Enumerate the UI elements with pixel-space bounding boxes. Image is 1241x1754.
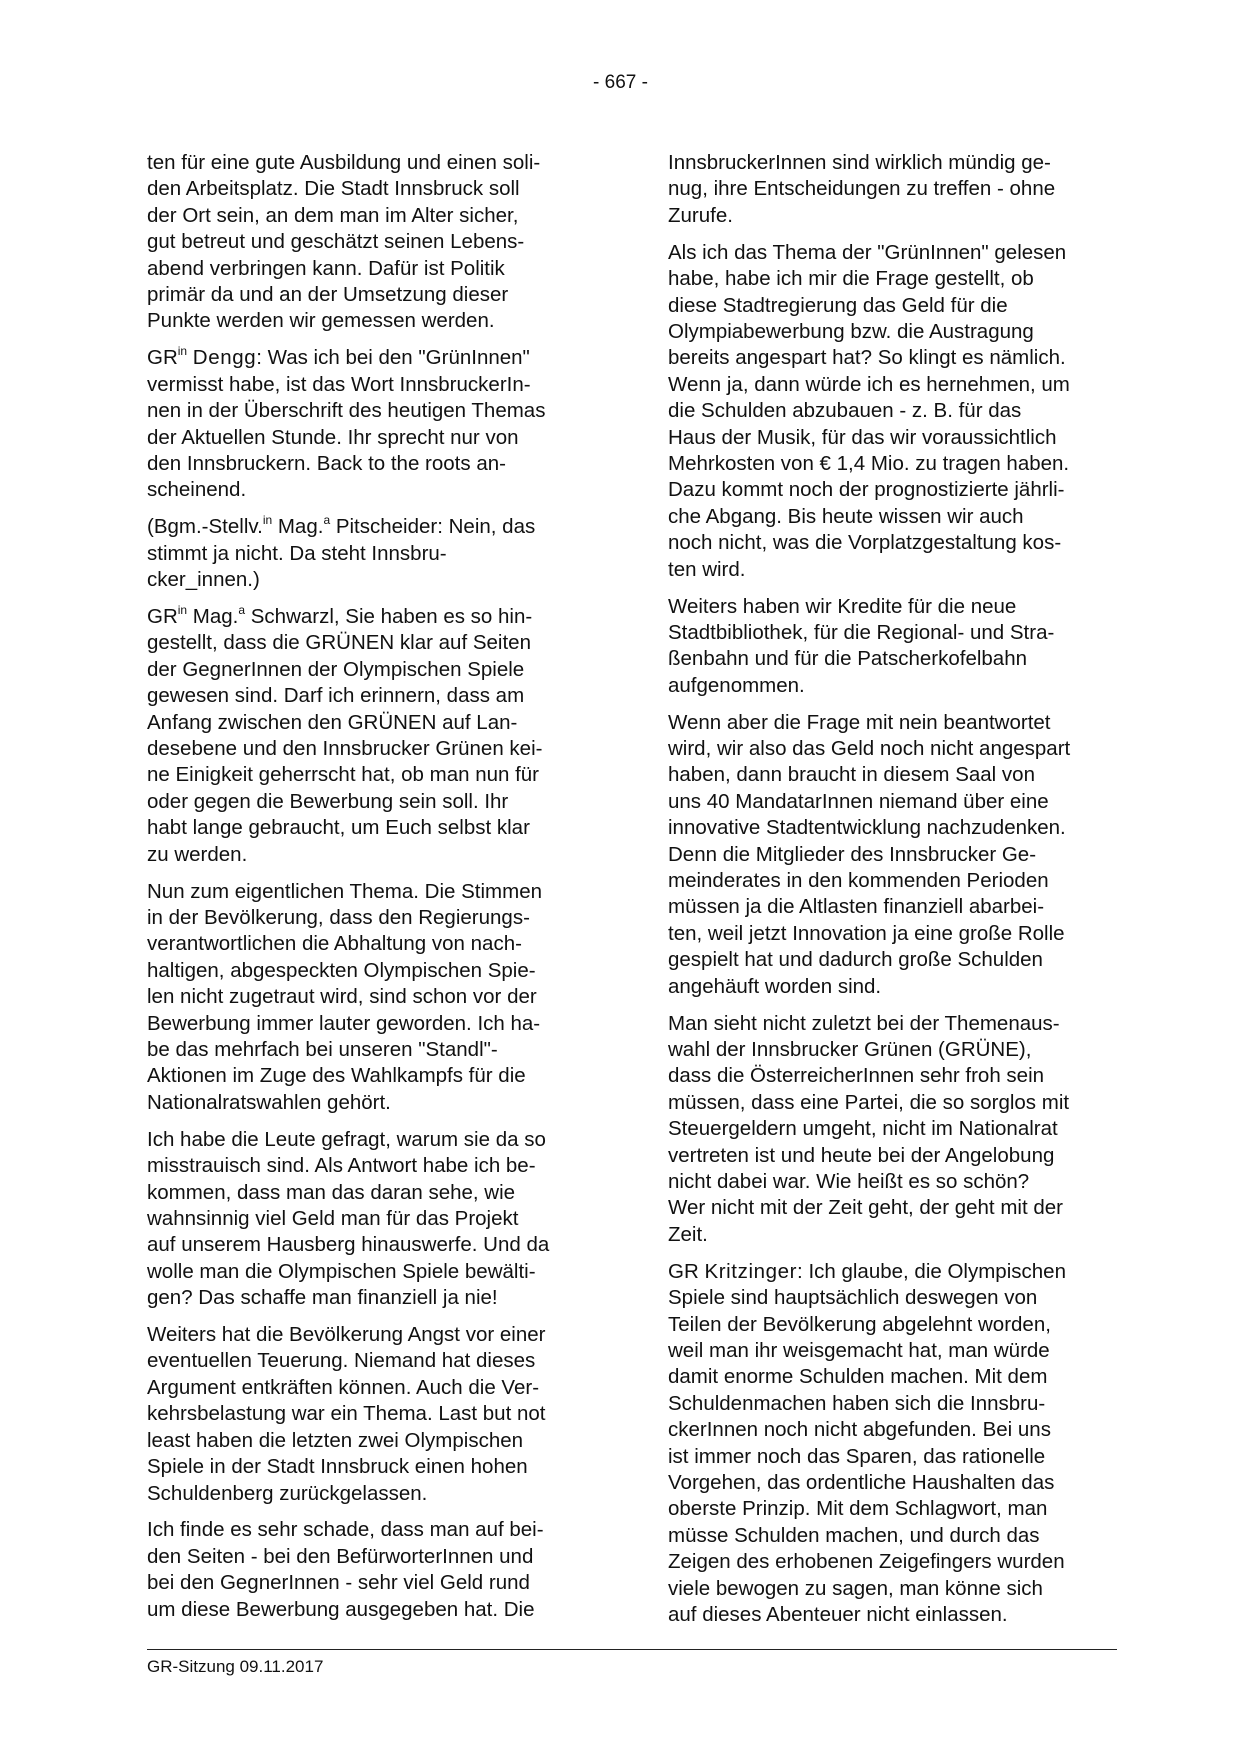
paragraph: Ich habe die Leute gefragt, warum sie da so misstrauisch sind. Als Antwort habe ich be- kommen, dass man das daran sehe, wie wahnsinnig viel Geld man für das Projekt auf unserem Hausberg hinauswerfe. Und da wolle man die Olympischen Spiele bewälti- gen? Das schaffe man finanziell ja nie! xyxy=(147,1127,550,1310)
speech-text: Schwarzl, Sie haben es so hin- gestellt, dass die GRÜNEN klar auf Seiten der GegnerInnen der Olympischen Spiele gewesen sind. Darf ich erinnern, dass am Anfang zwischen den GRÜNEN auf Lan- desebene und den Innsbrucker Grünen kei- ne Einigkeit geherrscht hat, ob man nun für oder gegen die Bewerbung sein soll. Ihr habt lange gebraucht, um Euch selbst klar zu werden. xyxy=(147,605,543,866)
paragraph: Weiters haben wir Kredite für die neue Stadtbibliothek, für die Regional- und Stra- ßenbahn und für die Patscherkofelbahn aufgenommen. xyxy=(668,594,1055,697)
interjection-text: Pitscheider: Nein, das stimmt ja nicht. Da steht Innsbru- cker_innen.) xyxy=(147,515,536,592)
speech-text: : Ich glaube, die Olympischen Spiele sind hauptsächlich deswegen von Teilen der Bevölkerung abgelehnt worden, weil man ihr weisgemacht hat, man würde damit enorme Schulden machen. Mit dem Schuldenmachen haben sich die Innsbru- ckerInnen noch nicht abgefunden. Bei uns ist immer noch das Sparen, das rationelle Vorgehen, das ordentliche Haushalten das oberste Prinzip. Mit dem Schlagwort, man müsse Schulden machen, und durch das Zeigen des erhobenen Zeigefingers wurden viele bewogen zu sagen, man könne sich auf dieses Abenteuer nicht einlassen. xyxy=(668,1259,1066,1627)
speaker-title: GR xyxy=(147,346,178,370)
page-number: - 667 - xyxy=(593,72,648,93)
left-column xyxy=(147,150,587,1634)
footer-session-date: GR-Sitzung 09.11.2017 xyxy=(147,1657,324,1676)
interjection-prefix: (Bgm.-Stellv. xyxy=(147,515,263,539)
speech-schwarzl xyxy=(147,604,587,868)
speech-text: : Was ich bei den "GrünInnen" vermisst habe, ist das Wort InnsbruckerIn- nen in der Überschrift des heutigen Themas der Aktuellen Stunde. Ihr sprecht nur von den Innsbruckern. Back to the roots an- scheinend. xyxy=(147,346,546,502)
speaker-title: GR xyxy=(668,1259,705,1283)
interjection-pitscheider xyxy=(147,514,587,593)
interjection-mid: Mag. xyxy=(272,515,324,539)
speaker-name: Dengg xyxy=(192,346,257,370)
paragraph: Ich finde es sehr schade, dass man auf bei- den Seiten - bei den BefürworterInnen und bei den GegnerInnen - sehr viel Geld rund um diese Bewerbung ausgegeben hat. Die xyxy=(147,1518,544,1621)
paragraph: Wenn aber die Frage mit nein beantwortet wird, wir also das Geld noch nicht angespart haben, dann braucht in diesem Saal von uns 40 MandatarInnen niemand über eine innovative Stadtentwicklung nachzudenken. Denn die Mitglieder des Innsbrucker Ge- meinderates in den kommenden Perioden müssen ja die Altlasten finanziell abarbei- ten, weil jetzt Innovation ja eine große Rolle gespielt hat und dadurch große Schulden angehäuft worden sind. xyxy=(668,710,1071,998)
title-suffix: in xyxy=(177,344,188,359)
speech-kritzinger xyxy=(668,1259,1108,1629)
paragraph: InnsbruckerInnen sind wirklich mündig ge- nug, ihre Entscheidungen zu treffen - ohne Zurufe. xyxy=(668,151,1056,227)
paragraph: Nun zum eigentlichen Thema. Die Stimmen in der Bevölkerung, dass den Regierungs- verantwortlichen die Abhaltung von nach- haltigen, abgespeckten Olympischen Spie- len nicht zugetraut wird, sind schon vor der Bewerbung immer lauter geworden. Ich ha- be das mehrfach bei unseren "Standl"- Aktionen im Zuge des Wahlkampfs für die Nationalratswahlen gehört. xyxy=(147,879,542,1114)
paragraph: Als ich das Thema der "GrünInnen" gelesen habe, habe ich mir die Frage gestellt, ob diese Stadtregierung das Geld für die Olympiabewerbung bzw. die Austragung bereits angespart hat? So klingt es nämlich. Wenn ja, dann würde ich es hernehmen, um die Schulden abzubauen - z. B. für das Haus der Musik, für das wir voraussichtlich Mehrkosten von € 1,4 Mio. zu tragen haben. Dazu kommt noch der prognostizierte jährli- che Abgang. Bis heute wissen wir auch noch nicht, was die Vorplatzgestaltung kos- ten wird. xyxy=(668,240,1070,581)
footer-divider xyxy=(147,1649,1117,1650)
paragraph: Weiters hat die Bevölkerung Angst vor einer eventuellen Teuerung. Niemand hat dieses Argument entkräften können. Auch die Ver- kehrsbelastung war ein Thema. Last but not least haben die letzten zwei Olympischen Spiele in der Stadt Innsbruck einen hohen Schuldenberg zurückgelassen. xyxy=(147,1323,546,1505)
paragraph: Man sieht nicht zuletzt bei der Themenaus- wahl der Innsbrucker Grünen (GRÜNE), dass die ÖsterreicherInnen sehr froh sein müssen, dass eine Partei, die so sorglos mit Steuergeldern umgeht, nicht im Nationalrat vertreten ist und heute bei der Angelobung nicht dabei war. Wie heißt es so schön? Wer nicht mit der Zeit geht, der geht mit der Zeit. xyxy=(668,1011,1070,1246)
title-suffix: a xyxy=(323,513,331,528)
title-suffix: in xyxy=(177,603,188,617)
right-column xyxy=(668,150,1108,1639)
title-suffix: a xyxy=(238,603,246,617)
speaker-mid: Mag. xyxy=(187,605,239,628)
speaker-title: GR xyxy=(147,605,178,628)
speech-dengg xyxy=(147,345,587,503)
speaker-name: Kritzinger xyxy=(704,1259,798,1283)
title-suffix: in xyxy=(262,513,273,528)
paragraph: ten für eine gute Ausbildung und einen soli- den Arbeitsplatz. Die Stadt Innsbruck soll der Ort sein, an dem man im Alter sicher, gut betreut und geschätzt seinen Lebens- abend verbringen kann. Dafür ist Politik primär da und an der Umsetzung dieser Punkte werden wir gemessen werden. xyxy=(147,151,541,333)
